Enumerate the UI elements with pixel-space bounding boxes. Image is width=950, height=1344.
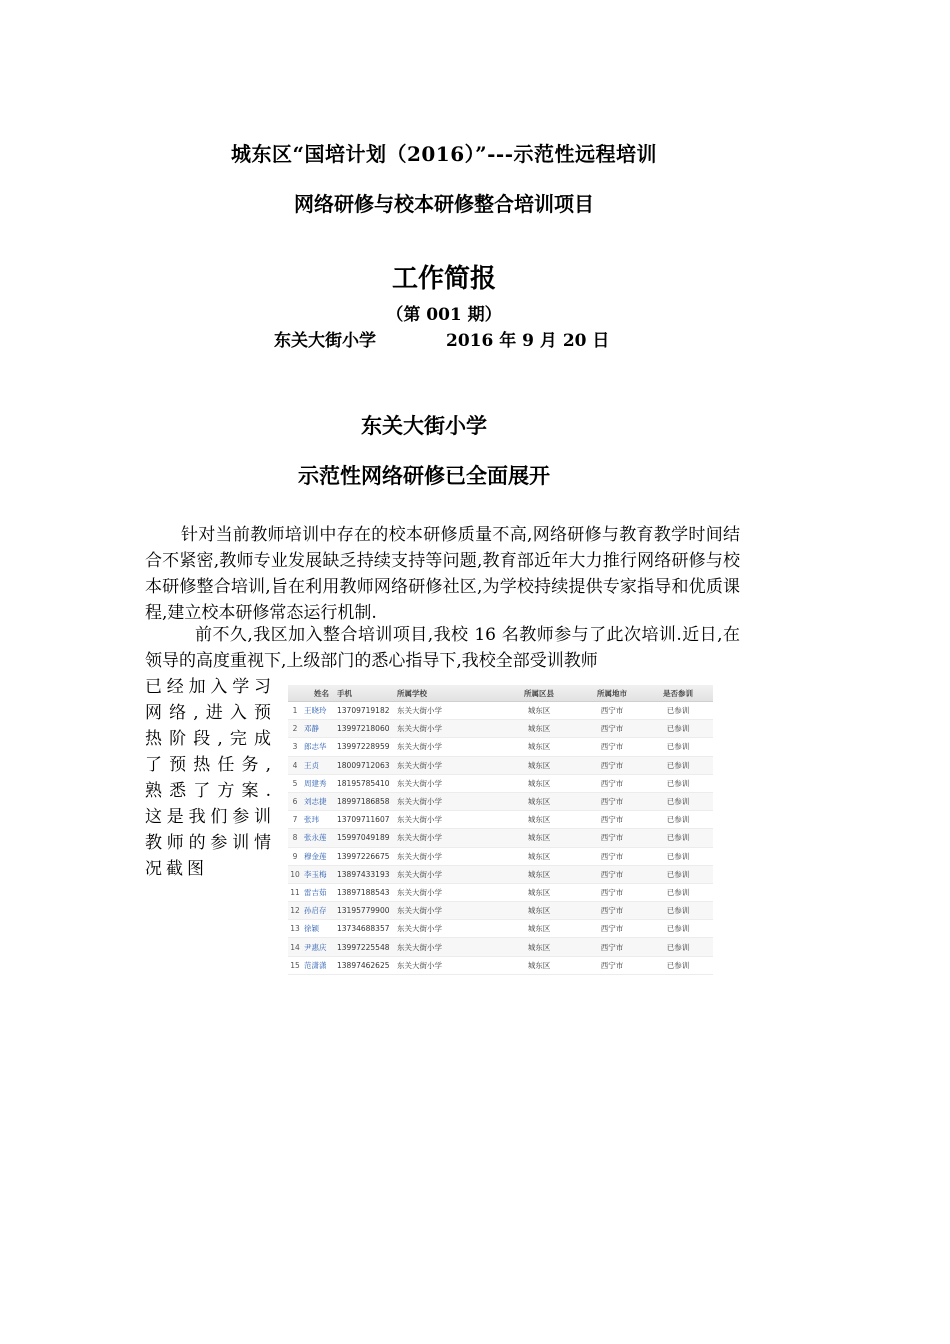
header-district: 所属区县 [524,688,554,698]
teacher-school: 东关大街小学 [397,724,442,734]
header-school-col: 所属学校 [397,688,427,698]
teacher-phone: 13997225548 [337,942,390,952]
teacher-district: 城东区 [527,706,551,716]
teacher-name[interactable]: 周建秀 [304,778,327,788]
teacher-name[interactable]: 尹惠庆 [304,942,327,952]
teacher-school: 东关大街小学 [397,742,442,752]
teacher-school: 东关大街小学 [397,887,442,897]
row-index: 10 [290,869,300,879]
training-status: 已参训 [666,887,690,897]
teacher-phone: 18009712063 [337,760,390,770]
teacher-phone: 15997049189 [337,833,390,843]
training-status: 已参训 [666,760,690,770]
teacher-district: 城东区 [527,851,551,861]
teacher-district: 城东区 [527,724,551,734]
teacher-city: 西宁市 [600,778,624,788]
teacher-district: 城东区 [527,869,551,879]
teacher-district: 城东区 [527,960,551,970]
row-index: 4 [292,760,298,770]
teacher-city: 西宁市 [600,706,624,716]
table-row [288,938,713,956]
training-status: 已参训 [666,942,690,952]
training-status: 已参训 [666,706,690,716]
teacher-name[interactable]: 邓静 [304,724,319,734]
teacher-name[interactable]: 王贞 [304,760,319,770]
teacher-name[interactable]: 徐颖 [304,924,319,934]
teacher-phone: 13709719182 [337,706,390,716]
teacher-city: 西宁市 [600,887,624,897]
teacher-name[interactable]: 张永莲 [304,833,327,843]
teacher-school: 东关大街小学 [397,760,442,770]
header-school: 东关大街小学 [274,331,376,351]
row-index: 3 [292,742,298,752]
teacher-school: 东关大街小学 [397,797,442,807]
teacher-name[interactable]: 王晓玲 [304,706,327,716]
table-row [288,866,713,884]
teacher-city: 西宁市 [600,742,624,752]
side-text: 已经加入学习网络,进入预热阶段,完成了预热任务,熟悉了方案.这是我们参训教师的参训情况截图 [145,677,275,879]
teacher-phone: 13897433193 [337,869,390,879]
table-row [288,957,713,975]
training-status: 已参训 [666,833,690,843]
table-row [288,720,713,738]
row-index: 12 [290,906,300,916]
teacher-name[interactable]: 雷吉茹 [304,887,327,897]
teacher-school: 东关大街小学 [397,906,442,916]
teacher-phone: 13997228959 [337,742,390,752]
teacher-phone: 13709711607 [337,815,390,825]
teacher-name[interactable]: 刘志捷 [304,797,327,807]
table-row [288,848,713,866]
header-city: 所属地市 [597,688,627,698]
row-index: 1 [292,706,298,716]
teacher-district: 城东区 [527,906,551,916]
training-status: 已参训 [666,742,690,752]
teacher-city: 西宁市 [600,960,624,970]
table-row [288,829,713,847]
row-index: 2 [292,724,298,734]
section-school: 东关大街小学 [361,413,487,438]
teacher-city: 西宁市 [600,906,624,916]
row-index: 6 [292,797,298,807]
teacher-name[interactable]: 李玉梅 [304,869,327,879]
teacher-city: 西宁市 [600,815,624,825]
paragraph-1: 针对当前教师培训中存在的校本研修质量不高,网络研修与教育教学时间结合不紧密,教师专业发展缺乏持续支持等问题,教育部近年大力推行网络研修与校本研修整合培训,旨在利用教师网络研修社区,为学校持续提供专家指导和优质课程,建立校本研修常态运行机制. [145,525,740,623]
school-date-line [274,326,609,351]
training-status: 已参训 [666,778,690,788]
teacher-city: 西宁市 [600,851,624,861]
training-status: 已参训 [666,869,690,879]
row-index: 15 [290,960,300,970]
teacher-district: 城东区 [527,924,551,934]
table-row [288,884,713,902]
teacher-phone: 18195785410 [337,778,390,788]
training-status: 已参训 [666,724,690,734]
teacher-name[interactable]: 郎志华 [304,742,327,752]
training-status: 已参训 [666,906,690,916]
teacher-phone: 13897188543 [337,887,390,897]
teacher-phone: 13997218060 [337,724,390,734]
teacher-city: 西宁市 [600,924,624,934]
teacher-school: 东关大街小学 [397,706,442,716]
training-status: 已参训 [666,815,690,825]
row-index: 13 [290,924,300,934]
teacher-school: 东关大街小学 [397,942,442,952]
teacher-phone: 13897462625 [337,960,390,970]
teacher-name[interactable]: 范潇潇 [304,960,327,970]
teacher-phone: 13997226675 [337,851,390,861]
teacher-district: 城东区 [527,815,551,825]
teacher-city: 西宁市 [600,869,624,879]
table-row [288,920,713,938]
table-row [288,811,713,829]
row-index: 11 [290,887,300,897]
row-index: 9 [292,851,298,861]
teacher-school: 东关大街小学 [397,815,442,825]
teacher-school: 东关大街小学 [397,924,442,934]
teacher-name[interactable]: 穆金莲 [304,851,327,861]
row-index: 5 [292,778,298,788]
teacher-school: 东关大街小学 [397,960,442,970]
teacher-city: 西宁市 [600,942,624,952]
table-row [288,757,713,775]
table-row [288,793,713,811]
table-row [288,702,713,720]
row-index: 7 [292,815,298,825]
participant-table-screenshot [288,685,713,970]
teacher-phone: 13195779900 [337,906,390,916]
table-row [288,738,713,756]
table-row [288,775,713,793]
training-status: 已参训 [666,924,690,934]
teacher-school: 东关大街小学 [397,778,442,788]
training-status: 已参训 [666,851,690,861]
section-title: 示范性网络研修已全面展开 [298,463,550,488]
teacher-district: 城东区 [527,778,551,788]
teacher-city: 西宁市 [600,797,624,807]
bulletin-title: 工作简报 [391,264,496,294]
teacher-phone: 13734688357 [337,924,390,934]
teacher-city: 西宁市 [600,724,624,734]
teacher-district: 城东区 [527,833,551,843]
project-title-line1: 城东区“国培计划（2016）”---示范性远程培训 [230,142,658,166]
teacher-phone: 18997186858 [337,797,390,807]
teacher-name[interactable]: 张玮 [304,815,319,825]
teacher-district: 城东区 [527,742,551,752]
table-body [288,702,713,975]
teacher-school: 东关大街小学 [397,833,442,843]
training-status: 已参训 [666,797,690,807]
issue-number: （第 001 期） [386,305,502,325]
row-index: 8 [292,833,298,843]
teacher-district: 城东区 [527,797,551,807]
paragraph-2: 前不久,我区加入整合培训项目,我校 16 名教师参与了此次培训.近日,在领导的高度重视下,上级部门的悉心指导下,我校全部受训教师 [145,625,740,671]
table-row [288,902,713,920]
training-status: 已参训 [666,960,690,970]
project-title-line2: 网络研修与校本研修整合培训项目 [294,192,594,216]
teacher-city: 西宁市 [600,760,624,770]
row-index: 14 [290,942,300,952]
teacher-school: 东关大街小学 [397,851,442,861]
header-status: 是否参训 [663,688,693,698]
header-phone: 手机 [337,688,352,698]
teacher-city: 西宁市 [600,833,624,843]
teacher-district: 城东区 [527,760,551,770]
teacher-name[interactable]: 孙启存 [304,906,327,916]
teacher-school: 东关大街小学 [397,869,442,879]
header-name: 姓名 [314,688,329,698]
header-date: 2016 年 9 月 20 日 [446,331,610,351]
teacher-district: 城东区 [527,887,551,897]
teacher-district: 城东区 [527,942,551,952]
table-header [288,685,713,702]
